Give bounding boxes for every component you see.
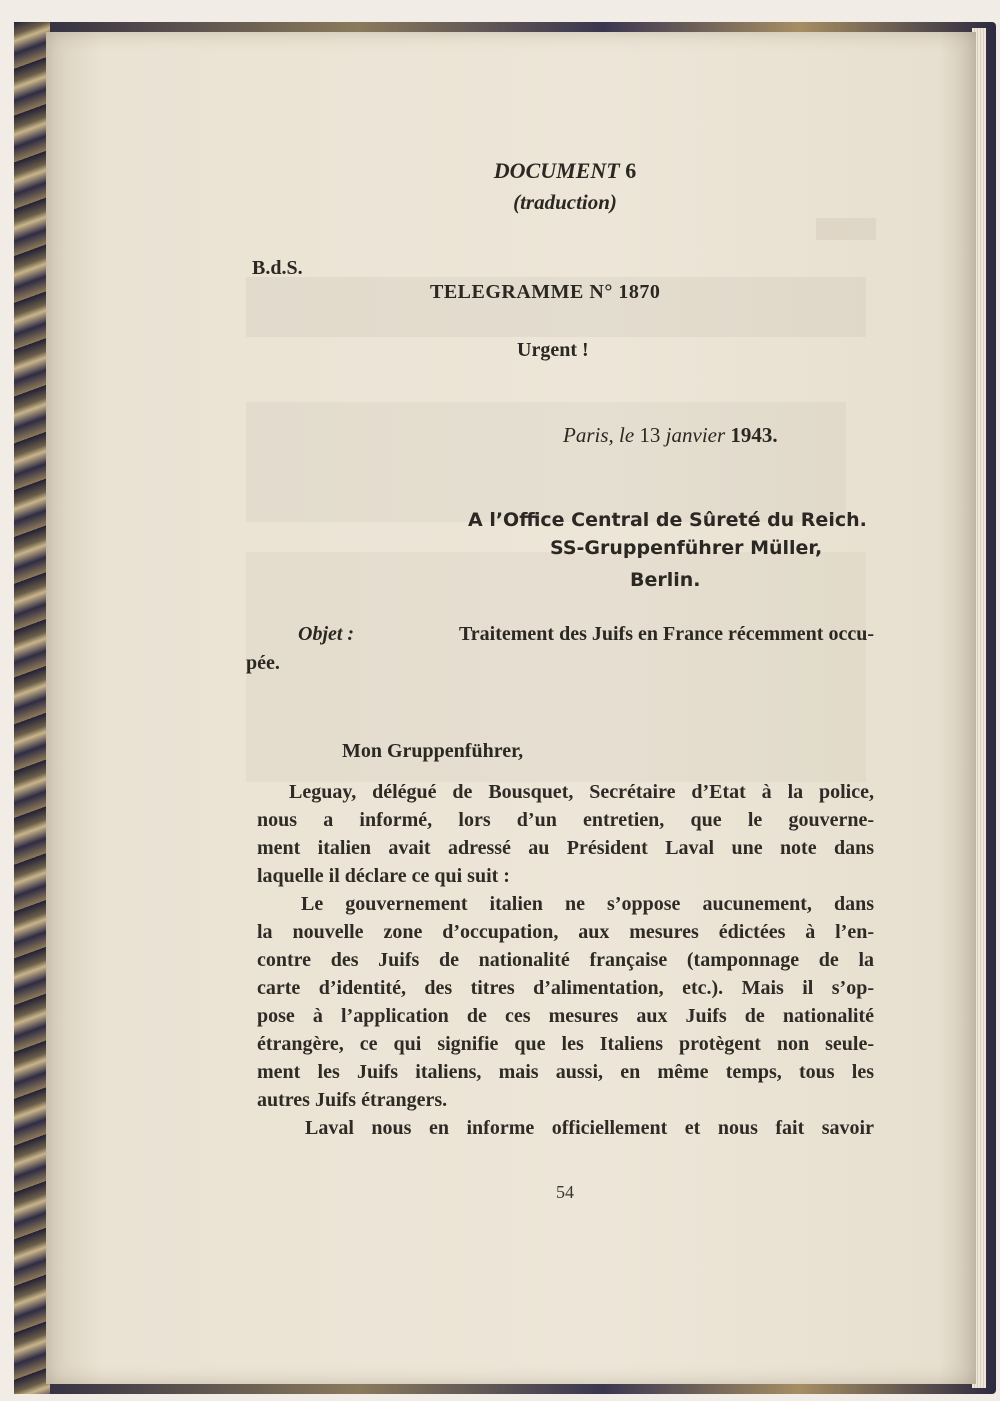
urgency: Urgent ! <box>517 339 589 361</box>
subject-label: Objet : <box>298 623 355 645</box>
sender: B.d.S. <box>252 257 303 279</box>
document-title-word: DOCUMENT <box>493 158 620 183</box>
paragraph-3-line: Laval nous en informe officiellement et nous fait savoir <box>305 1117 874 1139</box>
date-day: 13 <box>639 423 661 447</box>
subject-text-2: pée. <box>246 652 280 674</box>
telegram-number: TELEGRAMME N° 1870 <box>430 281 661 303</box>
recipient-line-2: SS-Gruppenführer Müller, <box>550 537 823 559</box>
date-le: le <box>619 423 635 447</box>
paragraph-2-line: contre des Juifs de nationalité française (tamponnage de la <box>257 949 874 971</box>
document-subtitle: (traduction) <box>513 190 617 214</box>
bleed-through-mark <box>816 218 876 240</box>
date-year: 1943. <box>730 423 778 447</box>
paragraph-2-line: autres Juifs étrangers. <box>257 1089 448 1111</box>
bleed-through-mark <box>246 402 846 522</box>
paragraph-2-line: ment les Juifs italiens, mais aussi, en même temps, tous les <box>257 1061 874 1083</box>
place-date <box>563 421 778 449</box>
document-title-number: 6 <box>625 158 637 183</box>
paragraph-3 <box>257 1114 874 1142</box>
document-title <box>46 157 1000 185</box>
paragraph-1-line: ment italien avait adressé au Président Laval une note dans <box>257 837 874 859</box>
paragraph-1-line: Leguay, délégué de Bousquet, Secrétaire d’Etat à la police, <box>289 781 874 803</box>
paragraph-2-line: étrangère, ce qui signifie que les Italiens protègent non seule- <box>257 1033 874 1055</box>
place: Paris, <box>563 423 614 447</box>
paragraph-1-line: nous a informé, lors d’un entretien, que le gouverne- <box>257 809 874 831</box>
bleed-through-mark <box>246 552 866 782</box>
page-number: 54 <box>556 1182 574 1202</box>
date-month: janvier <box>665 423 726 447</box>
paragraph-1-line: laquelle il déclare ce qui suit : <box>257 865 510 887</box>
paragraph-2 <box>257 890 874 1114</box>
recipient-line-3: Berlin. <box>630 569 701 591</box>
recipient-line-1: A l’Office Central de Sûreté du Reich. <box>468 509 867 531</box>
paragraph-2-line: pose à l’application de ces mesures aux Juifs de nationalité <box>257 1005 874 1027</box>
subject-line-1 <box>298 620 874 648</box>
paragraph-2-line: la nouvelle zone d’occupation, aux mesures édictées à l’en- <box>257 921 874 943</box>
salutation: Mon Gruppenführer, <box>342 740 524 762</box>
paragraph-2-line: carte d’identité, des titres d’alimentation, etc.). Mais il s’op- <box>257 977 874 999</box>
paragraph-1 <box>257 778 874 890</box>
subject-text-1: Traitement des Juifs en France récemment occu- <box>458 623 874 645</box>
paragraph-2-line: Le gouvernement italien ne s’oppose aucunement, dans <box>301 893 874 915</box>
